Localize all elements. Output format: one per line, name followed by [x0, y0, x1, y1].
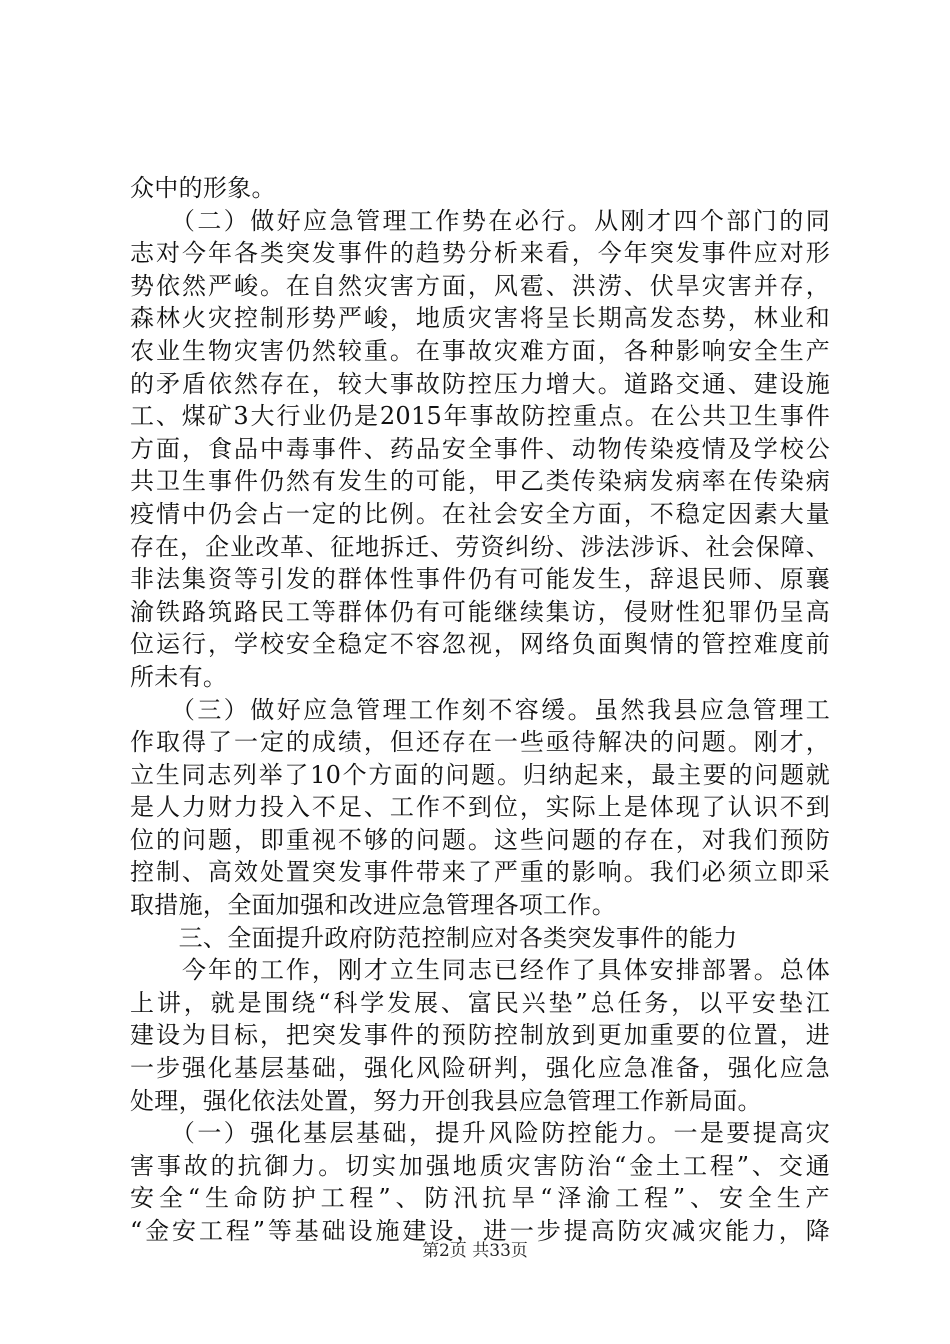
text-line: 取措施，全面加强和改进应急管理各项工作。 — [130, 891, 616, 920]
text-line: 志对今年各类突发事件的趋势分析来看，今年突发事件应对形 — [130, 239, 830, 268]
text-line: 作取得了一定的成绩，但还存在一些亟待解决的问题。刚才， — [130, 728, 830, 757]
text-line: 上讲，就是围绕“科学发展、富民兴垫”总任务，以平安垫江 — [130, 988, 830, 1017]
text-line: 位的问题，即重视不够的问题。这些问题的存在，对我们预防 — [130, 825, 830, 854]
text-line: 害事故的抗御力。切实加强地质灾害防治“金土工程”、交通 — [130, 1151, 830, 1180]
text-line: 农业生物灾害仍然较重。在事故灾难方面，各种影响安全生产 — [130, 336, 830, 365]
text-line: 今年的工作，刚才立生同志已经作了具体安排部署。总体 — [130, 956, 830, 985]
text-line: 众中的形象。 — [130, 174, 276, 202]
text-line: “金安工程”等基础设施建设，进一步提高防灾减灾能力，降 — [130, 1217, 830, 1245]
text-line: 是人力财力投入不足、工作不到位，实际上是体现了认识不到 — [130, 793, 830, 822]
text-line: 存在，企业改革、征地拆迁、劳资纠纷、涉法涉诉、社会保障、 — [130, 532, 830, 561]
text-line: 安全“生命防护工程”、防汛抗旱“泽渝工程”、安全生产 — [130, 1184, 830, 1213]
text-line: 建设为目标，把突发事件的预防控制放到更加重要的位置，进 — [130, 1021, 830, 1050]
text-line: 疫情中仍会占一定的比例。在社会安全方面，不稳定因素大量 — [130, 499, 830, 528]
text-line: 非法集资等引发的群体性事件仍有可能发生，辞退民师、原襄 — [130, 565, 830, 594]
text-line: 共卫生事件仍然有发生的可能，甲乙类传染病发病率在传染病 — [130, 467, 830, 496]
text-line: 势依然严峻。在自然灾害方面，风雹、洪涝、伏旱灾害并存， — [130, 271, 830, 300]
text-line: （一）强化基层基础，提升风险防控能力。一是要提高灾 — [130, 1119, 830, 1148]
text-line: 的矛盾依然存在，较大事故防控压力增大。道路交通、建设施 — [130, 369, 830, 398]
text-line: 立生同志列举了10个方面的问题。归纳起来，最主要的问题就 — [130, 760, 830, 789]
page-footer: 第2页 共33页 — [422, 1241, 528, 1261]
text-line: 方面，食品中毒事件、药品安全事件、动物传染疫情及学校公 — [130, 434, 830, 463]
text-line: 所未有。 — [130, 662, 228, 691]
text-line: 森林火灾控制形势严峻，地质灾害将呈长期高发态势，林业和 — [130, 304, 830, 333]
text-line: 一步强化基层基础，强化风险研判，强化应急准备，强化应急 — [130, 1054, 830, 1083]
text-line: 位运行，学校安全稳定不容忽视，网络负面舆情的管控难度前 — [130, 630, 830, 659]
text-line: 处理，强化依法处置，努力开创我县应急管理工作新局面。 — [130, 1086, 762, 1115]
text-line: （二）做好应急管理工作势在必行。从刚才四个部门的同 — [130, 206, 830, 235]
text-line: （三）做好应急管理工作刻不容缓。虽然我县应急管理工 — [130, 695, 830, 724]
text-line: 渝铁路筑路民工等群体仍有可能继续集访，侵财性犯罪仍呈高 — [130, 597, 830, 626]
document-body — [130, 172, 830, 1248]
text-line: 工、煤矿3大行业仍是2015年事故防控重点。在公共卫生事件 — [130, 402, 830, 431]
text-line: 控制、高效处置突发事件带来了严重的影响。我们必须立即采 — [130, 858, 830, 887]
text-line: 三、全面提升政府防范控制应对各类突发事件的能力 — [130, 923, 738, 952]
